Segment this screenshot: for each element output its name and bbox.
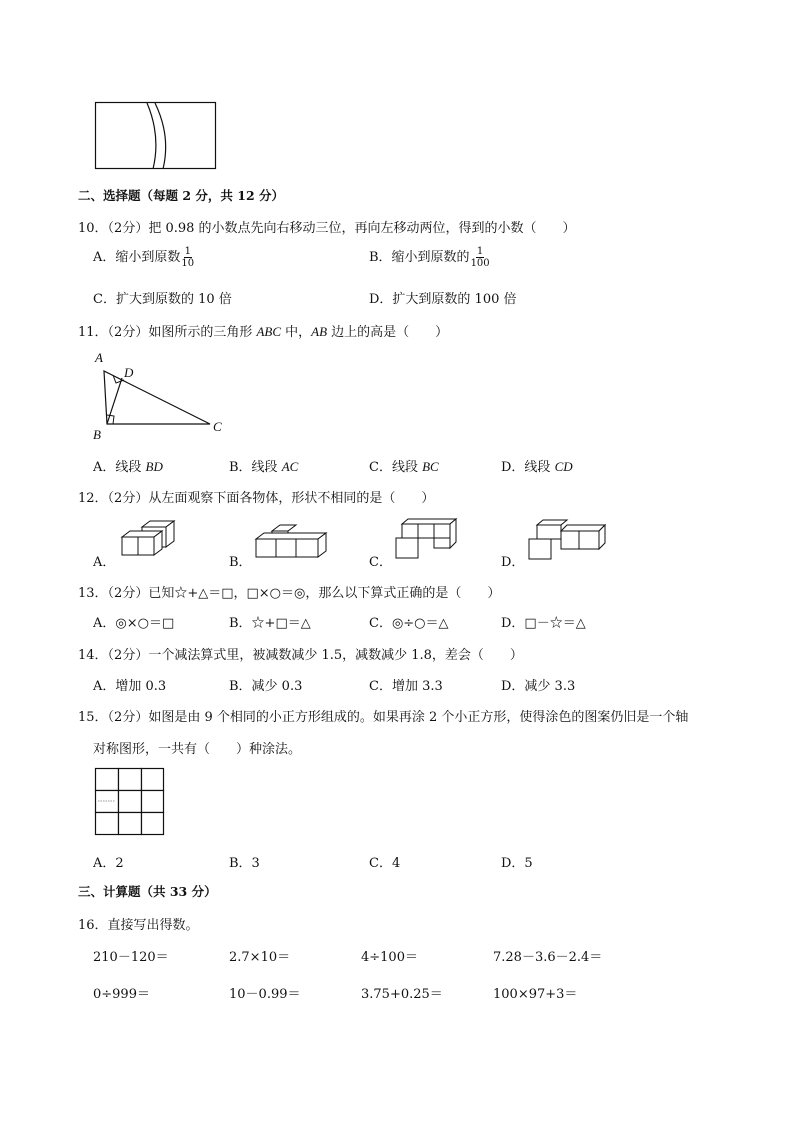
question-11-stem: 11．（2分）如图所示的三角形 ABC 中，AB 边上的高是（ ）	[78, 324, 449, 340]
vertex-label-d: D	[124, 365, 134, 380]
question-10-option-d[interactable]: D．扩大到原数的 100 倍	[369, 292, 517, 307]
calc-item: 100×97+3＝	[493, 987, 578, 1002]
calc-item: 3.75+0.25＝	[361, 987, 443, 1002]
calc-item: 10－0.99＝	[229, 987, 301, 1002]
question-13-option-d[interactable]: D．□－☆＝△	[501, 616, 586, 631]
question-15-option-c[interactable]: C．4	[369, 856, 401, 871]
vertex-label-b: B	[93, 427, 101, 442]
vertex-label-c: C	[213, 419, 222, 434]
cube-figure-d	[527, 519, 607, 561]
question-13-stem: 13．（2分）已知☆+△＝□，□×○＝◎，那么以下算式正确的是（ ）	[78, 586, 501, 601]
cube-figure-c	[394, 518, 460, 560]
question-13-option-a[interactable]: A．◎×○＝□	[93, 616, 175, 631]
calc-item: 4÷100＝	[361, 950, 418, 965]
question-14-option-d[interactable]: D．减少 3.3	[501, 679, 576, 694]
question-16-stem: 16．直接写出得数。	[78, 918, 199, 933]
question-15-option-a[interactable]: A．2	[93, 856, 124, 871]
question-15-stem-line-2: 对称图形，一共有（ ）种涂法。	[93, 742, 302, 757]
question-12-option-b[interactable]: B．	[229, 555, 252, 570]
calc-item: 0÷999＝	[93, 987, 150, 1002]
fraction-one-tenth: $\frac{1}{10}$	[181, 246, 195, 269]
calc-item: 210－120＝	[93, 950, 169, 965]
question-15-stem-line-1: 15．（2分）如图是由 9 个相同的小正方形组成的。如果再涂 2 个小正方形，使得涂色的图案仍旧是一个轴	[78, 710, 689, 725]
question-15-option-d[interactable]: D．5	[501, 856, 533, 871]
question-14-option-a[interactable]: A．增加 0.3	[93, 679, 167, 694]
option-a-text: A．缩小到原数	[93, 250, 181, 265]
cube-figure-b	[254, 523, 328, 561]
question-12-stem: 12．（2分）从左面观察下面各物体，形状不相同的是（ ）	[78, 491, 435, 506]
calc-item: 7.28－3.6－2.4＝	[493, 950, 603, 965]
option-b-text: B．缩小到原数的	[369, 250, 470, 265]
fraction-one-hundredth: $\frac{1}{100}$	[470, 246, 490, 269]
rectangle-strip-figure	[95, 102, 217, 170]
question-10-option-c[interactable]: C．扩大到原数的 10 倍	[93, 292, 232, 307]
calc-item: 2.7×10＝	[229, 950, 291, 965]
question-14-option-b[interactable]: B．减少 0.3	[229, 679, 303, 694]
question-13-option-b[interactable]: B．☆+□＝△	[229, 616, 311, 631]
question-12-option-c[interactable]: C．	[369, 555, 392, 570]
section-heading-calculation: 三、计算题（共 33 分）	[78, 884, 217, 899]
question-14-stem: 14．（2分）一个减法算式里，被减数减少 1.5，减数减少 1.8，差会（ ）	[78, 648, 523, 663]
question-13-option-c[interactable]: C．◎÷○＝△	[369, 616, 449, 631]
question-11-option-d[interactable]: D．线段 CD	[501, 459, 573, 475]
question-14-option-c[interactable]: C．增加 3.3	[369, 679, 443, 694]
question-10-option-a[interactable]	[93, 246, 194, 269]
cube-figure-a	[120, 519, 180, 561]
question-10-option-b[interactable]	[369, 246, 490, 269]
question-11-option-c[interactable]: C．线段 BC	[369, 459, 439, 475]
question-15-option-b[interactable]: B．3	[229, 856, 260, 871]
question-12-option-a[interactable]: A．	[93, 555, 116, 570]
question-11-option-a[interactable]: A．线段 BD	[93, 459, 163, 475]
triangle-abc-figure	[92, 350, 232, 442]
vertex-label-a: A	[95, 350, 103, 365]
question-11-option-b[interactable]: B．线段 AC	[229, 459, 299, 475]
question-10-stem: 10．（2分）把 0.98 的小数点先向右移动三位，再向左移动两位，得到的小数（ ）	[78, 221, 576, 236]
nine-square-grid-figure	[95, 768, 165, 836]
section-heading-choice: 二、选择题（每题 2 分，共 12 分）	[78, 188, 285, 203]
question-12-option-d[interactable]: D．	[501, 555, 525, 570]
